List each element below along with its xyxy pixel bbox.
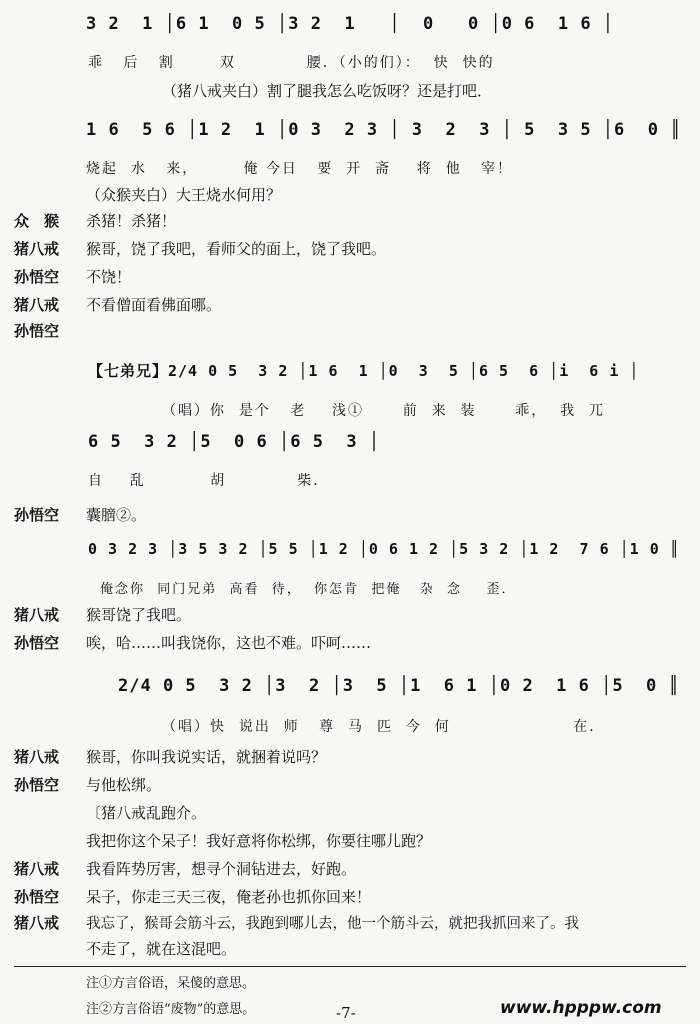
spoken-aside-2: （众猴夹白）大王烧水何用？ bbox=[86, 186, 282, 204]
speaker-label: 孙悟空 bbox=[14, 322, 60, 340]
speaker-label: 孙悟空 bbox=[14, 634, 60, 652]
dialogue-line: 猴哥，你叫我说实话，就捆着说吗？ bbox=[86, 748, 327, 766]
spoken-aside-1: （猪八戒夹白）割了腿我怎么吃饭呀？还是打吧． bbox=[162, 82, 493, 100]
lyric-row-5: 俺念你 同门兄弟 高看 待， 你怎肯 把俺 杂 念 歪． bbox=[100, 582, 517, 597]
dialogue-line: 猴哥饶了我吧。 bbox=[86, 606, 192, 624]
page-number: -7- bbox=[336, 1004, 356, 1022]
dialogue-line: 唉，哈……叫我饶你，这也不难。吓呵…… bbox=[86, 634, 372, 652]
speaker-label: 孙悟空 bbox=[14, 776, 60, 794]
dialogue-line: 囊膪②。 bbox=[86, 506, 147, 524]
dialogue-line: 我忘了，猴哥会筋斗云，我跑到哪儿去，他一个筋斗云，就把我抓回来了。我 bbox=[86, 916, 579, 932]
dialogue-line: 我把你这个呆子！我好意将你松绑，你要往哪儿跑？ bbox=[86, 832, 432, 850]
notation-row-5: 0 3 2 3 │3 5 3 2 │5 5 │1 2 │0 6 1 2 │5 3 2 │1 2 7 6 │1 0 ║ bbox=[88, 540, 680, 558]
dialogue-line: 不看僧面看佛面哪。 bbox=[86, 296, 222, 314]
footnote-1: 注①方言俗语，呆傻的意思。 bbox=[86, 976, 256, 991]
speaker-label: 孙悟空 bbox=[14, 506, 60, 524]
speaker-label: 孙悟空 bbox=[14, 268, 60, 286]
dialogue-line: 杀猪！杀猪！ bbox=[86, 212, 177, 230]
dialogue-line: 不走了，就在这混吧。 bbox=[86, 940, 237, 958]
speaker-label: 猪八戒 bbox=[14, 914, 60, 932]
notation-row-4: 6 5 3 2 │5 0 6 │6 5 3 │ bbox=[88, 432, 381, 452]
speaker-label: 猪八戒 bbox=[14, 860, 60, 878]
speaker-label: 众 猴 bbox=[14, 212, 60, 230]
stage-direction: 〔猪八戒乱跑介。 bbox=[86, 804, 207, 822]
lyric-row-1: 乖 后 割 双 腰．（小的们）： 快 快的 bbox=[88, 55, 495, 71]
lyric-row-3: （唱）你 是个 老 浅① 前 来 装 乖， 我 兀 bbox=[162, 403, 606, 419]
speaker-label: 猪八戒 bbox=[14, 748, 60, 766]
dialogue-line: 呆子，你走三天三夜，俺老孙也抓你回来！ bbox=[86, 888, 372, 906]
speaker-label: 猪八戒 bbox=[14, 240, 60, 258]
speaker-label: 孙悟空 bbox=[14, 888, 60, 906]
speaker-label: 猪八戒 bbox=[14, 296, 60, 314]
lyric-row-4: 自 乱 胡 柴． bbox=[88, 473, 330, 489]
footnote-rule bbox=[14, 966, 686, 967]
watermark: www.hpppw.com bbox=[500, 998, 662, 1018]
notation-row-2: 1 6 5 6 │1 2 1 │0 3 2 3 │ 3 2 3 │ 5 3 5 │6 0 ║ bbox=[86, 120, 682, 140]
notation-row-3: 【七弟兄】2/4 0 5 3 2 │1 6 1 │0 3 5 │6 5 6 │i 6 i │ bbox=[88, 362, 640, 380]
notation-row-1: 3 2 1 │6 1 0 5 │3 2 1 │ 0 0 │0 6 1 6 │ bbox=[86, 14, 615, 34]
lyric-row-6: （唱）快 说出 师 尊 马 匹 今 何 在． bbox=[162, 719, 606, 735]
notation-row-6: 2/4 0 5 3 2 │3 2 │3 5 │1 6 1 │0 2 1 6 │5 0 ║ bbox=[118, 676, 680, 696]
speaker-label: 猪八戒 bbox=[14, 606, 60, 624]
dialogue-line: 不饶！ bbox=[86, 268, 132, 286]
footnote-2: 注②方言俗语“废物”的意思。 bbox=[86, 1002, 256, 1017]
lyric-row-2: 烧起 水 来， 俺 今日 要 开 斋 将 他 宰！ bbox=[86, 161, 514, 177]
dialogue-line: 与他松绑。 bbox=[86, 776, 162, 794]
dialogue-line: 我看阵势厉害，想寻个洞钻进去，好跑。 bbox=[86, 860, 357, 878]
dialogue-line: 猴哥，饶了我吧，看师父的面上，饶了我吧。 bbox=[86, 240, 387, 258]
